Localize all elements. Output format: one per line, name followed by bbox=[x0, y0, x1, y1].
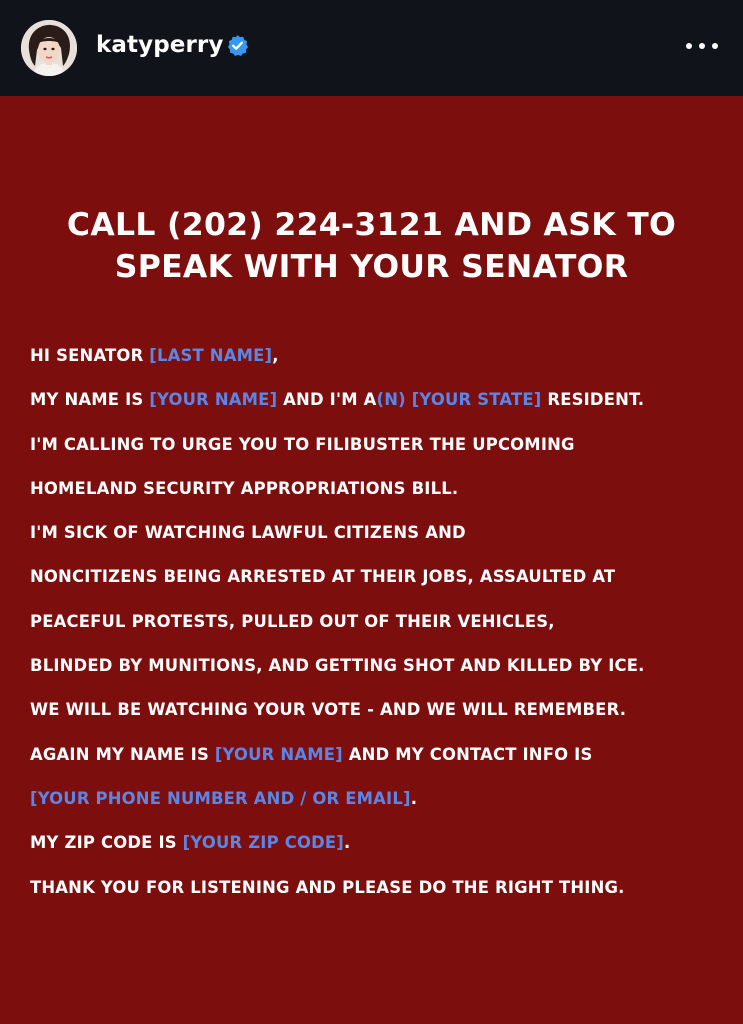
script-line-12 bbox=[30, 829, 730, 873]
post-header bbox=[0, 0, 743, 96]
script-line-13: THANK YOU FOR LISTENING AND PLEASE DO THE RIGHT THING. bbox=[30, 877, 625, 897]
script-text: MY ZIP CODE IS bbox=[30, 833, 183, 853]
script-text: . bbox=[343, 833, 351, 853]
call-script bbox=[30, 342, 730, 918]
headline bbox=[0, 204, 743, 288]
script-line-8: BLINDED BY MUNITIONS, AND GETTING SHOT AND KILLED BY ICE. bbox=[30, 656, 645, 676]
script-line-1 bbox=[30, 342, 730, 386]
script-line-7: PEACEFUL PROTESTS, PULLED OUT OF THEIR VEHICLES, bbox=[30, 611, 555, 631]
placeholder-contact-info: [YOUR PHONE NUMBER AND / OR EMAIL] bbox=[30, 788, 411, 808]
script-line-4: HOMELAND SECURITY APPROPRIATIONS BILL. bbox=[30, 478, 459, 498]
script-text: RESIDENT. bbox=[541, 390, 645, 410]
script-line-9: WE WILL BE WATCHING YOUR VOTE - AND WE WILL REMEMBER. bbox=[30, 700, 627, 720]
script-text: , bbox=[272, 346, 279, 365]
script-text: HI SENATOR bbox=[30, 346, 150, 365]
script-line-2 bbox=[30, 386, 730, 430]
placeholder-your-name: [YOUR NAME] bbox=[149, 390, 278, 410]
avatar-photo-icon bbox=[21, 20, 77, 76]
script-text: AND I'M A bbox=[277, 390, 377, 410]
placeholder-zip-code: [YOUR ZIP CODE] bbox=[182, 833, 344, 853]
verified-badge-icon bbox=[226, 34, 249, 57]
placeholder-last-name: [LAST NAME] bbox=[149, 346, 273, 365]
script-text: . bbox=[410, 788, 418, 808]
script-line-3: I'M CALLING TO URGE YOU TO FILIBUSTER THE UPCOMING bbox=[30, 434, 575, 454]
script-line-5: I'M SICK OF WATCHING LAWFUL CITIZENS AND bbox=[30, 523, 466, 543]
script-text: MY NAME IS bbox=[30, 390, 150, 410]
script-line-11 bbox=[30, 785, 730, 829]
avatar[interactable] bbox=[21, 20, 77, 76]
script-text: AND MY CONTACT INFO IS bbox=[342, 744, 593, 764]
post-image bbox=[0, 96, 743, 1024]
headline-line-2: SPEAK WITH YOUR SENATOR bbox=[114, 249, 629, 285]
placeholder-your-state: (N) [YOUR STATE] bbox=[376, 390, 542, 410]
headline-line-1: CALL (202) 224-3121 AND ASK TO bbox=[66, 207, 677, 243]
username-link[interactable]: katyperry bbox=[96, 32, 224, 58]
script-line-10 bbox=[30, 741, 730, 785]
script-text: AGAIN MY NAME IS bbox=[30, 744, 215, 764]
more-options-icon[interactable] bbox=[682, 34, 722, 58]
script-line-6: NONCITIZENS BEING ARRESTED AT THEIR JOBS, ASSAULTED AT bbox=[30, 567, 616, 587]
placeholder-your-name: [YOUR NAME] bbox=[214, 744, 343, 764]
